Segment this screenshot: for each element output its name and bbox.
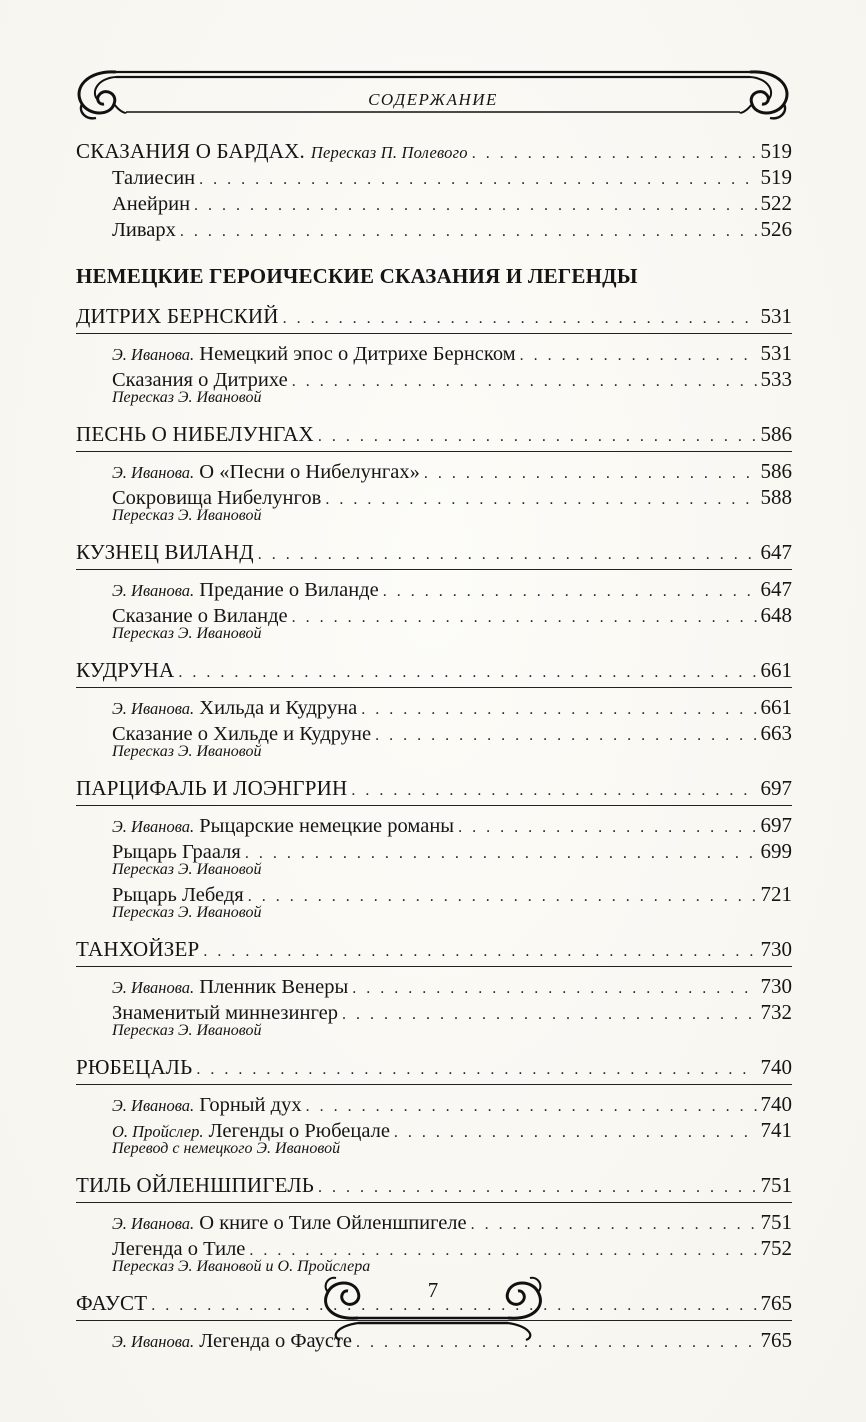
page-number: 522 bbox=[760, 191, 792, 215]
page-number: 588 bbox=[760, 485, 792, 509]
section-divider bbox=[76, 1084, 792, 1085]
page-number: 740 bbox=[760, 1055, 792, 1079]
dot-leader bbox=[283, 306, 757, 332]
page-number: 586 bbox=[760, 422, 792, 446]
translator-note: Перевод с немецкого Э. Ивановой bbox=[112, 1140, 341, 1157]
section-divider bbox=[76, 687, 792, 688]
toc-subentry[interactable] bbox=[76, 216, 792, 242]
dot-leader bbox=[458, 815, 756, 841]
translator-note: Пересказ Э. Ивановой bbox=[112, 625, 262, 642]
entry-label: Сказание о Хильде и Кудруне bbox=[112, 723, 372, 745]
spacer bbox=[76, 1042, 792, 1054]
entry-label: Талиесин bbox=[112, 167, 196, 189]
entry-title: ТАНХОЙЗЕР bbox=[76, 937, 200, 961]
section-divider bbox=[76, 1202, 792, 1203]
page-number: 531 bbox=[760, 341, 792, 365]
page-number: 531 bbox=[760, 304, 792, 328]
page-number: 751 bbox=[760, 1210, 792, 1234]
entry-label: Рыцарские немецкие романы bbox=[199, 815, 455, 837]
toc-entry-title[interactable] bbox=[76, 775, 792, 801]
dot-leader bbox=[180, 219, 757, 245]
dot-leader bbox=[424, 461, 757, 487]
section-divider bbox=[76, 333, 792, 334]
page-number: 533 bbox=[760, 367, 792, 391]
translator-note: Пересказ Э. Ивановой bbox=[112, 1022, 262, 1039]
section-divider bbox=[76, 966, 792, 967]
page-number: 586 bbox=[760, 459, 792, 483]
entry-author: Пересказ П. Полевого bbox=[310, 143, 468, 162]
spacer bbox=[76, 1160, 792, 1172]
toc-group bbox=[76, 539, 792, 657]
dot-leader bbox=[196, 1057, 756, 1083]
page-number: 663 bbox=[760, 721, 792, 745]
page-number-footer: 7 bbox=[427, 1278, 439, 1302]
dot-leader bbox=[342, 1002, 757, 1028]
entry-label: Сказания о Дитрихе bbox=[112, 369, 288, 391]
entry-label: Легенда о Фаусте bbox=[199, 1330, 353, 1352]
entry-label: О «Песни о Нибелунгах» bbox=[199, 461, 420, 483]
section-divider bbox=[76, 451, 792, 452]
toc-subentry[interactable] bbox=[76, 1209, 792, 1235]
toc-entry-title[interactable] bbox=[76, 936, 792, 962]
page-footer bbox=[318, 1270, 548, 1345]
dot-leader bbox=[318, 1175, 756, 1201]
entry-author: Э. Иванова. bbox=[112, 699, 195, 718]
toc-subentry[interactable] bbox=[76, 190, 792, 216]
spacer bbox=[76, 924, 792, 936]
section-divider bbox=[76, 569, 792, 570]
entry-label: Предание о Виланде bbox=[199, 579, 379, 601]
toc-subentry[interactable] bbox=[76, 1091, 792, 1117]
toc-group bbox=[76, 775, 792, 936]
entry-label: Хильда и Кудруна bbox=[199, 697, 358, 719]
dot-leader bbox=[245, 841, 757, 867]
toc-subentry[interactable] bbox=[76, 576, 792, 602]
dot-leader bbox=[325, 487, 756, 513]
entry-label: Сокровища Нибелунгов bbox=[112, 487, 322, 509]
dot-leader bbox=[471, 1212, 757, 1238]
toc-entry-title[interactable] bbox=[76, 303, 792, 329]
dot-leader bbox=[306, 1094, 757, 1120]
entry-author: Э. Иванова. bbox=[112, 1332, 195, 1351]
entry-author: Э. Иванова. bbox=[112, 581, 195, 600]
dot-leader bbox=[472, 141, 757, 167]
entry-label: Рыцарь Лебедя bbox=[112, 884, 244, 906]
page-number: 721 bbox=[760, 882, 792, 906]
translator-note: Пересказ Э. Ивановой bbox=[112, 507, 262, 524]
page-number: 519 bbox=[760, 165, 792, 189]
toc-subentry[interactable] bbox=[76, 973, 792, 999]
page-number: 730 bbox=[760, 974, 792, 998]
translator-note: Пересказ Э. Ивановой bbox=[112, 743, 262, 760]
toc-entry-title[interactable] bbox=[76, 1172, 792, 1198]
entry-title: СКАЗАНИЯ О БАРДАХ. bbox=[76, 139, 305, 163]
entry-author: Э. Иванова. bbox=[112, 978, 195, 997]
translator-note: Пересказ Э. Ивановой bbox=[112, 389, 262, 406]
page-number: 765 bbox=[760, 1291, 792, 1315]
page-header bbox=[68, 60, 798, 130]
page-number: 740 bbox=[760, 1092, 792, 1116]
toc-group bbox=[76, 421, 792, 539]
entry-title: КУДРУНА bbox=[76, 658, 175, 682]
entry-author: Э. Иванова. bbox=[112, 817, 195, 836]
toc-subentry[interactable] bbox=[76, 458, 792, 484]
dot-leader bbox=[248, 884, 757, 910]
page-number: 661 bbox=[760, 658, 792, 682]
page-number: 648 bbox=[760, 603, 792, 627]
dot-leader bbox=[199, 167, 756, 193]
dot-leader bbox=[194, 193, 756, 219]
toc-group bbox=[76, 1054, 792, 1172]
dot-leader bbox=[292, 605, 757, 631]
toc-subentry[interactable] bbox=[76, 164, 792, 190]
translator-note: Пересказ Э. Ивановой bbox=[112, 904, 262, 921]
translator-note: Пересказ Э. Ивановой bbox=[112, 861, 262, 878]
section-divider bbox=[76, 805, 792, 806]
page-number: 647 bbox=[760, 577, 792, 601]
entry-title: ДИТРИХ БЕРНСКИЙ bbox=[76, 304, 279, 328]
page-number: 752 bbox=[760, 1236, 792, 1260]
dot-leader bbox=[375, 723, 756, 749]
entry-author: Э. Иванова. bbox=[112, 463, 195, 482]
table-of-contents bbox=[76, 138, 792, 1365]
page-number: 661 bbox=[760, 695, 792, 719]
dot-leader bbox=[394, 1120, 757, 1146]
dot-leader bbox=[361, 697, 756, 723]
spacer bbox=[76, 763, 792, 775]
entry-title: ПАРЦИФАЛЬ И ЛОЭНГРИН bbox=[76, 776, 348, 800]
page-number: 697 bbox=[760, 813, 792, 837]
page-number: 732 bbox=[760, 1000, 792, 1024]
entry-title: КУЗНЕЦ ВИЛАНД bbox=[76, 540, 254, 564]
toc-group bbox=[76, 657, 792, 775]
entry-author: Э. Иванова. bbox=[112, 345, 195, 364]
entry-author: Э. Иванова. bbox=[112, 1096, 195, 1115]
toc-subentry[interactable] bbox=[76, 812, 792, 838]
entry-label: Легенды о Рюбецале bbox=[208, 1120, 390, 1142]
section-heading: НЕМЕЦКИЕ ГЕРОИЧЕСКИЕ СКАЗАНИЯ И ЛЕГЕНДЫ bbox=[76, 264, 638, 288]
dot-leader bbox=[383, 579, 757, 605]
entry-title: ФАУСТ bbox=[76, 1291, 148, 1315]
toc-groups bbox=[76, 303, 792, 1365]
page-number: 526 bbox=[760, 217, 792, 241]
toc-subentry[interactable] bbox=[76, 340, 792, 366]
page-number: 730 bbox=[760, 937, 792, 961]
entry-author: О. Пройслер. bbox=[112, 1122, 204, 1141]
dot-leader bbox=[292, 369, 757, 395]
entry-label: Рыцарь Грааля bbox=[112, 841, 241, 863]
page-number: 697 bbox=[760, 776, 792, 800]
entry-label: Легенда о Тиле bbox=[112, 1238, 246, 1260]
dot-leader bbox=[318, 424, 757, 450]
toc-entry-title[interactable] bbox=[76, 539, 792, 565]
entry-label: Немецкий эпос о Дитрихе Бернском bbox=[199, 343, 516, 365]
page-number: 647 bbox=[760, 540, 792, 564]
dot-leader bbox=[258, 542, 757, 568]
toc-entry-bards[interactable] bbox=[76, 138, 792, 164]
page-number: 765 bbox=[760, 1328, 792, 1352]
page-number: 751 bbox=[760, 1173, 792, 1197]
entry-label: О книге о Тиле Ойленшпигеле bbox=[199, 1212, 467, 1234]
spacer bbox=[76, 527, 792, 539]
dot-leader bbox=[520, 343, 757, 369]
entry-title: РЮБЕЦАЛЬ bbox=[76, 1055, 193, 1079]
spacer bbox=[76, 645, 792, 657]
dot-leader bbox=[352, 976, 756, 1002]
toc-group bbox=[76, 936, 792, 1054]
entry-label: Сказание о Виланде bbox=[112, 605, 288, 627]
toc-entry-title[interactable] bbox=[76, 421, 792, 447]
entry-title: ТИЛЬ ОЙЛЕНШПИГЕЛЬ bbox=[76, 1173, 315, 1197]
page-number: 741 bbox=[760, 1118, 792, 1142]
dot-leader bbox=[178, 660, 756, 686]
toc-group bbox=[76, 303, 792, 421]
toc-subentry[interactable] bbox=[76, 694, 792, 720]
page-title: СОДЕРЖАНИЕ bbox=[368, 90, 498, 109]
page-number: 519 bbox=[760, 139, 792, 163]
translator-note: Пересказ Э. Ивановой и О. Пройслера bbox=[112, 1258, 371, 1275]
entry-author: Э. Иванова. bbox=[112, 1214, 195, 1233]
entry-label: Анейрин bbox=[112, 193, 191, 215]
entry-title: ПЕСНЬ О НИБЕЛУНГАХ bbox=[76, 422, 314, 446]
entry-label: Пленник Венеры bbox=[199, 976, 349, 998]
page-number: 699 bbox=[760, 839, 792, 863]
toc-entry-title[interactable] bbox=[76, 657, 792, 683]
entry-label: Знаменитый миннезингер bbox=[112, 1002, 338, 1024]
dot-leader bbox=[351, 778, 756, 804]
dot-leader bbox=[203, 939, 756, 965]
spacer bbox=[76, 409, 792, 421]
entry-label: Горный дух bbox=[199, 1094, 302, 1116]
toc-entry-title[interactable] bbox=[76, 1054, 792, 1080]
entry-label: Ливарх bbox=[112, 219, 176, 241]
